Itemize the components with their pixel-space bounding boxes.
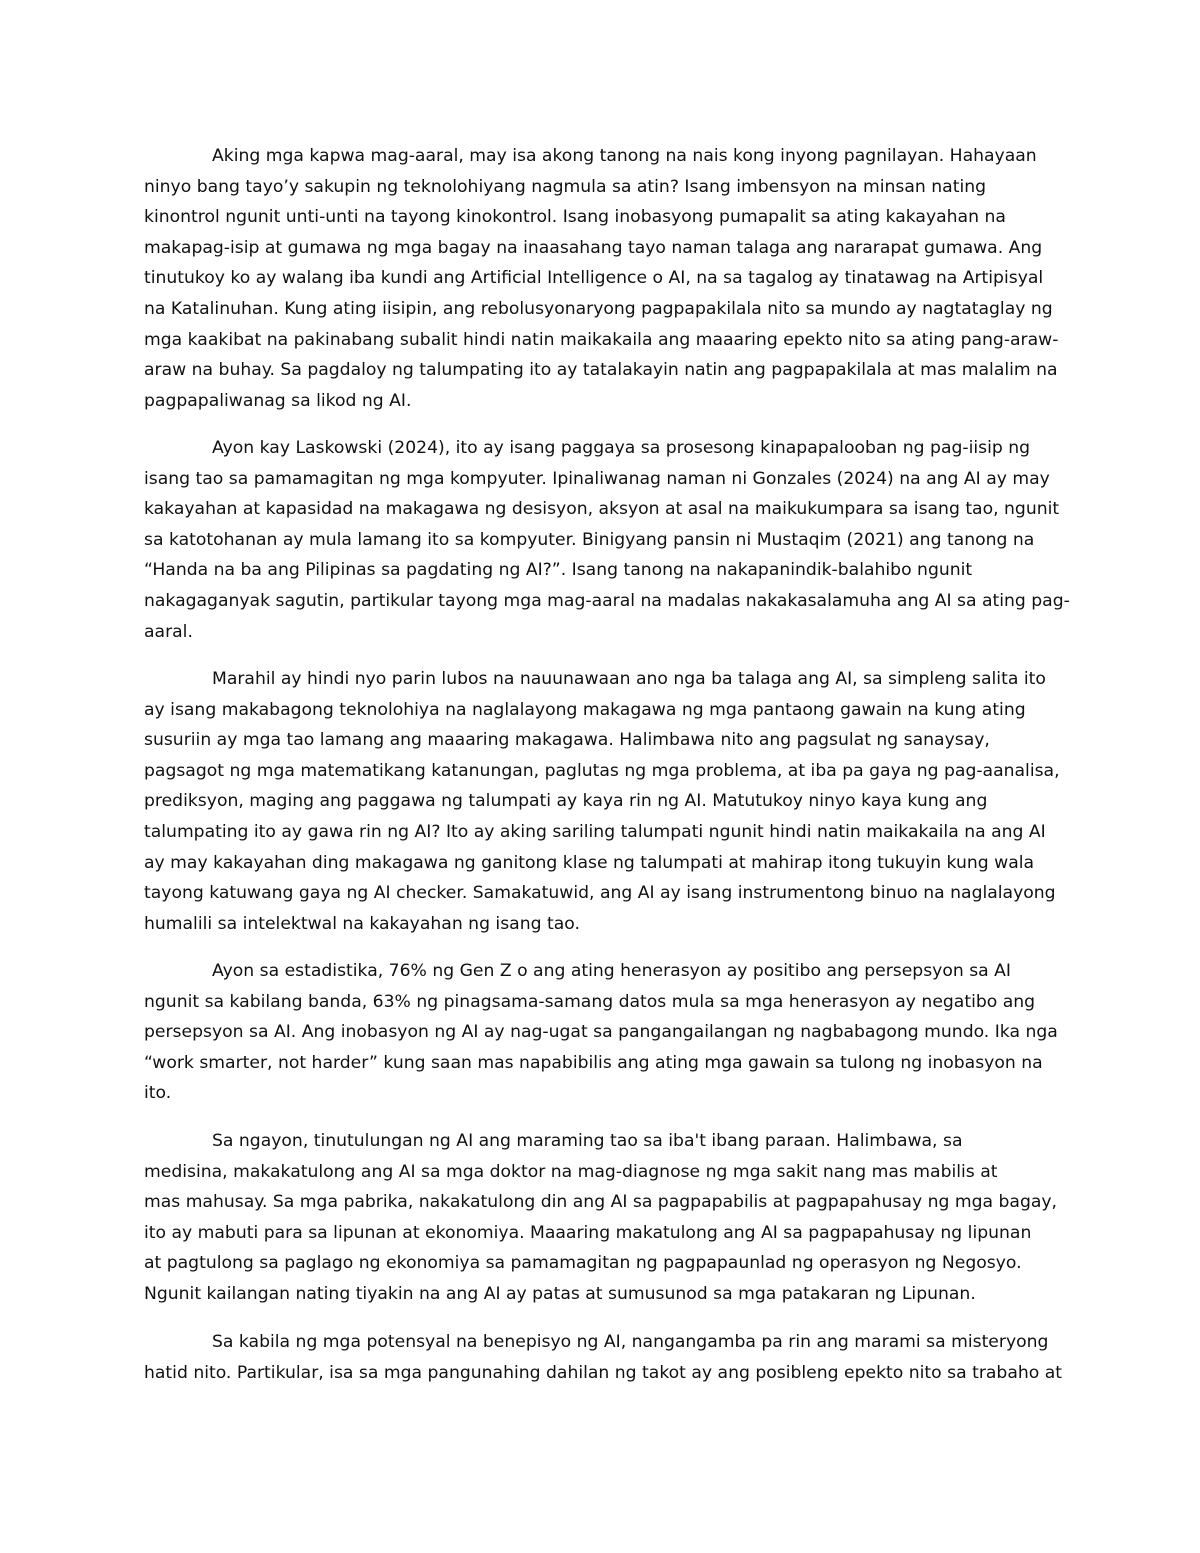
text-line: “Handa na ba ang Pilipinas sa pagdating ng AI?”. Isang tanong na nakapanindik-balahibo ngunit xyxy=(144,560,973,581)
text-line: araw na buhay. Sa pagdaloy ng talumpating ito ay tatalakayin natin ang pagpapakilala at mas malalim na xyxy=(144,360,1058,381)
text-line: tinutukoy ko ay walang iba kundi ang Artificial Intelligence o AI, na sa tagalog ay tinatawag na Artipisyal xyxy=(144,268,1044,289)
text-line: Ngunit kailangan nating tiyakin na ang AI ay patas at sumusunod sa mga patakaran ng Lipunan. xyxy=(144,1283,976,1304)
text-line: sa katotohanan ay mula lamang ito sa kompyuter. Binigyang pansin ni Mustaqim (2021) ang tanong na xyxy=(144,529,1035,550)
paragraph-concerns xyxy=(144,1327,1064,1388)
text-line: medisina, makakatulong ang AI sa mga doktor na mag-diagnose ng mga sakit nang mas mabilis at xyxy=(144,1161,998,1182)
text-line: mas mahusay. Sa mga pabrika, nakakatulong din ang AI sa pagpapabilis at pagpapahusay ng mga bagay, xyxy=(144,1192,1058,1213)
text-line: Marahil ay hindi nyo parin lubos na nauunawaan ano nga ba talaga ang AI, sa simpleng salita ito xyxy=(212,669,1046,689)
text-line: at pagtulong sa paglago ng ekonomiya sa pamamagitan ng pagpapaunlad ng operasyon ng Negosyo. xyxy=(144,1253,1022,1274)
text-line: humalili sa intelektwal na kakayahan ng isang tao. xyxy=(144,913,580,934)
text-line: pagpapaliwanag sa likod ng AI. xyxy=(144,390,412,411)
text-line: Ayon sa estadistika, 76% ng Gen Z o ang ating henerasyon ay positibo ang persepsyon sa AI xyxy=(212,961,1011,981)
text-line: Aking mga kapwa mag-aaral, may isa akong tanong na nais kong inyong pagnilayan. Hahayaan xyxy=(212,146,1037,166)
text-line: talumpating ito ay gawa rin ng AI? Ito ay aking sariling talumpati ngunit hindi natin maikakaila na ang AI xyxy=(144,821,1046,842)
text-line: mga kaakibat na pakinabang subalit hindi natin maikakaila ang maaaring epekto nito sa ating pang-araw- xyxy=(144,329,1059,350)
text-line: prediksyon, maging ang paggawa ng talumpati ay kaya rin ng AI. Matutukoy ninyo kaya kung ang xyxy=(144,791,988,812)
text-line: susuriin ay mga tao lamang ang maaaring makagawa. Halimbawa nito ang pagsulat ng sanaysay, xyxy=(144,730,990,751)
paragraph-explanation xyxy=(144,664,1064,939)
text-line: makapag-isip at gumawa ng mga bagay na inaasahang tayo naman talaga ang nararapat gumawa. Ang xyxy=(144,237,1043,258)
text-line: ay may kakayahan ding makagawa ng ganitong klase ng talumpati at mahirap itong tukuyin kung wala xyxy=(144,852,1035,873)
text-line: hatid nito. Partikular, isa sa mga pangunahing dahilan ng takot ay ang posibleng epekto nito sa trabaho at xyxy=(144,1362,1063,1383)
paragraph-definition xyxy=(144,433,1070,647)
text-line: Sa kabila ng mga potensyal na benepisyo ng AI, nangangamba pa rin ang marami sa misteryong xyxy=(212,1332,1049,1352)
paragraph-benefits xyxy=(144,1126,1064,1310)
text-line: kakayahan at kapasidad na makagawa ng desisyon, aksyon at asal na maikukumpara sa isang tao, ngunit xyxy=(144,499,1060,520)
paragraph-introduction xyxy=(144,141,1064,416)
text-line: “work smarter, not harder” kung saan mas napabibilis ang ating mga gawain sa tulong ng inobasyon na xyxy=(144,1052,1043,1073)
text-line: aaral. xyxy=(144,621,193,642)
text-line: persepsyon sa AI. Ang inobasyon ng AI ay nag-ugat sa pangangailangan ng nagbabagong mundo. Ika nga xyxy=(144,1022,1058,1043)
paragraph-statistics xyxy=(144,956,1064,1109)
text-line: kinontrol ngunit unti-unti na tayong kinokontrol. Isang inobasyong pumapalit sa ating kakayahan na xyxy=(144,207,1006,228)
text-line: ngunit sa kabilang banda, 63% ng pinagsama-samang datos mula sa mga henerasyon ay negatibo ang xyxy=(144,991,1036,1012)
text-line: Sa ngayon, tinutulungan ng AI ang maraming tao sa iba't ibang paraan. Halimbawa, sa xyxy=(212,1131,963,1151)
text-line: ay isang makabagong teknolohiya na naglalayong makagawa ng mga pantaong gawain na kung ating xyxy=(144,699,1026,720)
text-line: pagsagot ng mga matematikang katanungan, paglutas ng mga problema, at iba pa gaya ng pag-aanalisa, xyxy=(144,760,1060,781)
text-line: ninyo bang tayo’y sakupin ng teknolohiyang nagmula sa atin? Isang imbensyon na minsan nating xyxy=(144,176,987,197)
text-line: Ayon kay Laskowski (2024), ito ay isang paggaya sa prosesong kinapapalooban ng pag-iisip ng xyxy=(212,438,1031,458)
text-line: ito. xyxy=(144,1083,172,1104)
text-line: ito ay mabuti para sa lipunan at ekonomiya. Maaaring makatulong ang AI sa pagpapahusay ng lipunan xyxy=(144,1222,1032,1243)
text-line: isang tao sa pamamagitan ng mga kompyuter. Ipinaliwanag naman ni Gonzales (2024) na ang AI ay may xyxy=(144,468,1050,489)
text-line: na Katalinuhan. Kung ating iisipin, ang rebolusyonaryong pagpapakilala nito sa mundo ay nagtataglay ng xyxy=(144,298,1053,319)
text-line: tayong katuwang gaya ng AI checker. Samakatuwid, ang AI ay isang instrumentong binuo na naglalayong xyxy=(144,883,1056,904)
text-line: nakagaganyak sagutin, partikular tayong mga mag-aaral na madalas nakakasalamuha ang AI sa ating pag- xyxy=(144,590,1070,611)
